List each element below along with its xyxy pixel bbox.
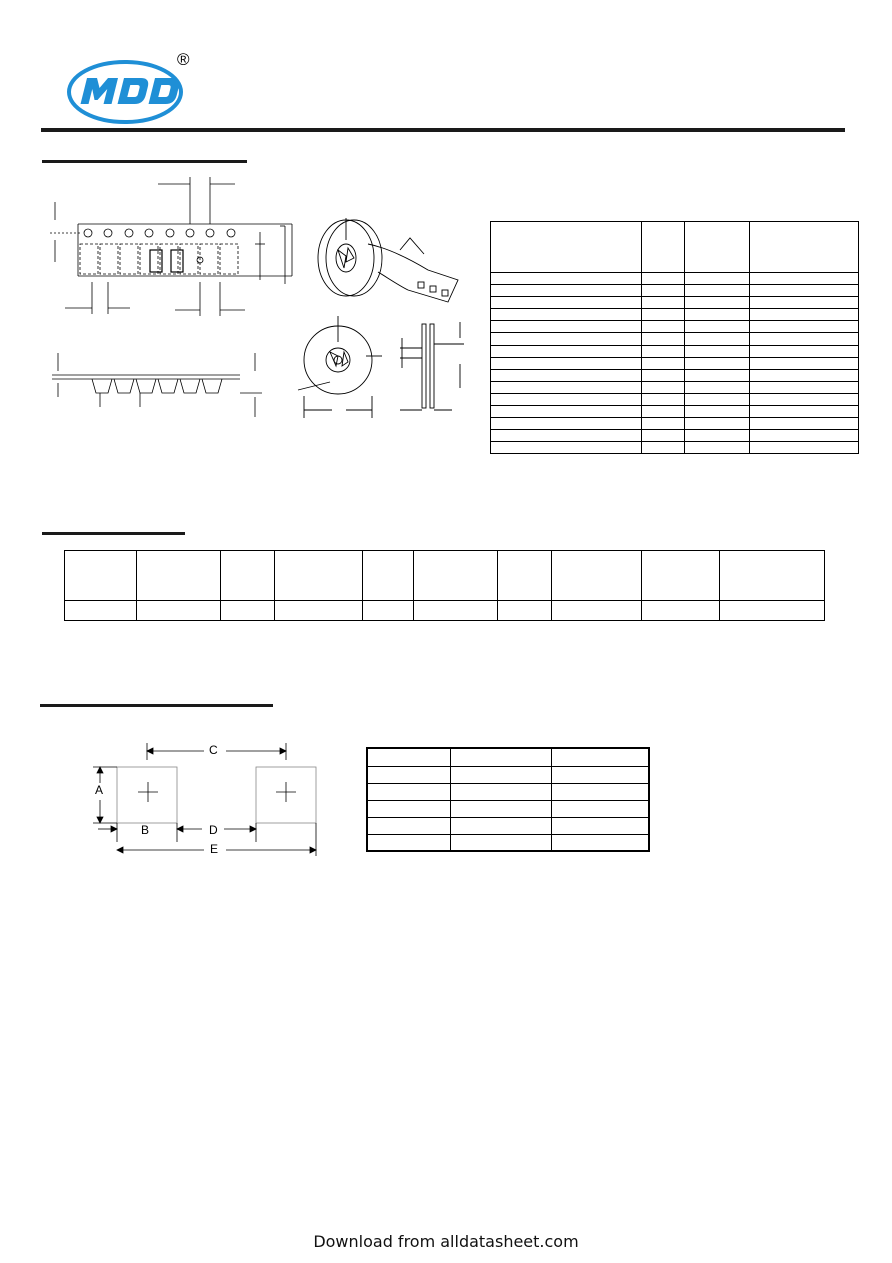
section-packing-underline [42, 532, 185, 535]
packing-table [64, 550, 825, 621]
header [0, 0, 892, 140]
carrier-tape-top-view [40, 172, 300, 322]
dim-label-c: C [209, 743, 218, 757]
reel-front-view [296, 312, 386, 424]
footer-download-text[interactable]: Download from alldatasheet.com [313, 1232, 579, 1251]
header-divider [41, 128, 845, 132]
mdd-logo [66, 58, 190, 124]
pad-dimension-table [366, 747, 650, 852]
section-land-pattern-underline [40, 704, 273, 707]
registered-mark: ® [177, 50, 190, 69]
carrier-tape-side-view [40, 345, 270, 425]
section-tape-reel-underline [42, 160, 247, 163]
reel-spec-table [490, 221, 859, 454]
land-pattern-drawing [90, 738, 330, 860]
dim-label-b: B [141, 823, 150, 837]
dim-label-a: A [95, 783, 104, 797]
dim-label-e: E [210, 842, 219, 856]
reel-tape-perspective [308, 210, 468, 320]
dim-label-d: D [209, 823, 218, 837]
reel-side-view [392, 318, 472, 420]
